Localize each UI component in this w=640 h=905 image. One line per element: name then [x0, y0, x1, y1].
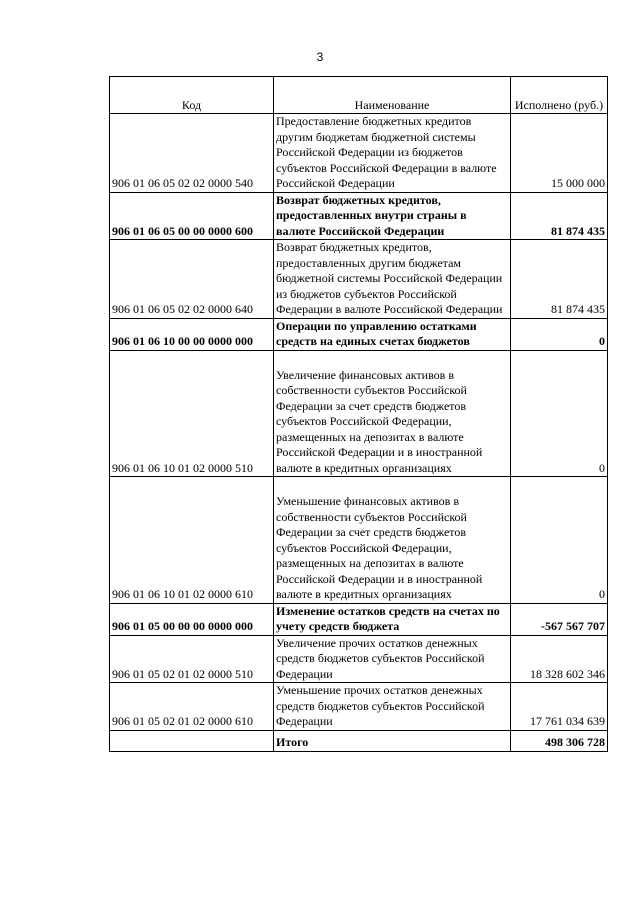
row-name-cell: Предоставление бюджетных кредитов другим бюджетам бюджетной системы Российской Федерации из бюджетов субъектов Российской Федерации в валюте Российской Федерации	[274, 114, 511, 193]
table-row	[110, 114, 608, 193]
row-name-cell: Увеличение финансовых активов в собственности субъектов Российской Федерации за счет средств бюджетов субъектов Российской Федерации, размещенных на депозитах в валюте Российской Федерации и в иностранной валюте в кредитных организациях	[274, 350, 511, 477]
row-name-cell: Уменьшение финансовых активов в собственности субъектов Российской Федерации за счет средств бюджетов субъектов Российской Федерации, размещенных на депозитах в валюте Российской Федерации и в иностранной валюте в кредитных организациях	[274, 477, 511, 604]
row-code-cell	[110, 730, 274, 751]
row-code-cell: 906 01 06 05 02 02 0000 640	[110, 240, 274, 319]
table-row	[110, 318, 608, 350]
row-amount-cell: 15 000 000	[511, 114, 608, 193]
table-row	[110, 603, 608, 635]
header-code: Код	[110, 77, 274, 114]
row-code-cell: 906 01 06 05 02 02 0000 540	[110, 114, 274, 193]
header-amount: Исполнено (руб.)	[511, 77, 608, 114]
row-name-cell: Изменение остатков средств на счетах по учету средств бюджета	[274, 603, 511, 635]
row-amount-cell: 0	[511, 477, 608, 604]
row-name-cell: Увеличение прочих остатков денежных средств бюджетов субъектов Российской Федерации	[274, 635, 511, 683]
table-row	[110, 683, 608, 731]
row-name-cell: Возврат бюджетных кредитов, предоставленных другим бюджетам бюджетной системы Российской Федерации из бюджетов субъектов Российской Федерации в валюте Российской Федерации	[274, 240, 511, 319]
row-amount-cell: 0	[511, 350, 608, 477]
row-amount-cell: 81 874 435	[511, 192, 608, 240]
row-code-cell: 906 01 06 05 00 00 0000 600	[110, 192, 274, 240]
row-name-cell: Операции по управлению остатками средств на единых счетах бюджетов	[274, 318, 511, 350]
header-name: Наименование	[274, 77, 511, 114]
row-code-cell: 906 01 05 02 01 02 0000 510	[110, 635, 274, 683]
row-name-cell: Уменьшение прочих остатков денежных средств бюджетов субъектов Российской Федерации	[274, 683, 511, 731]
row-code-cell: 906 01 05 02 01 02 0000 610	[110, 683, 274, 731]
row-amount-cell: -567 567 707	[511, 603, 608, 635]
table-body	[110, 114, 608, 752]
row-amount-cell: 18 328 602 346	[511, 635, 608, 683]
table-row	[110, 192, 608, 240]
page-number: 3	[316, 50, 324, 64]
row-code-cell: 906 01 05 00 00 00 0000 000	[110, 603, 274, 635]
row-amount-cell: 81 874 435	[511, 240, 608, 319]
budget-execution-table	[109, 76, 608, 752]
row-name-cell: Итого	[274, 730, 511, 751]
row-name-cell: Возврат бюджетных кредитов, предоставленных внутри страны в валюте Российской Федерации	[274, 192, 511, 240]
row-code-cell: 906 01 06 10 01 02 0000 610	[110, 477, 274, 604]
table-row	[110, 350, 608, 477]
table-row	[110, 240, 608, 319]
table-header-row	[110, 77, 608, 114]
row-code-cell: 906 01 06 10 01 02 0000 510	[110, 350, 274, 477]
total-row	[110, 730, 608, 751]
table-row	[110, 477, 608, 604]
table-row	[110, 635, 608, 683]
row-amount-cell: 0	[511, 318, 608, 350]
row-amount-cell: 498 306 728	[511, 730, 608, 751]
row-amount-cell: 17 761 034 639	[511, 683, 608, 731]
row-code-cell: 906 01 06 10 00 00 0000 000	[110, 318, 274, 350]
